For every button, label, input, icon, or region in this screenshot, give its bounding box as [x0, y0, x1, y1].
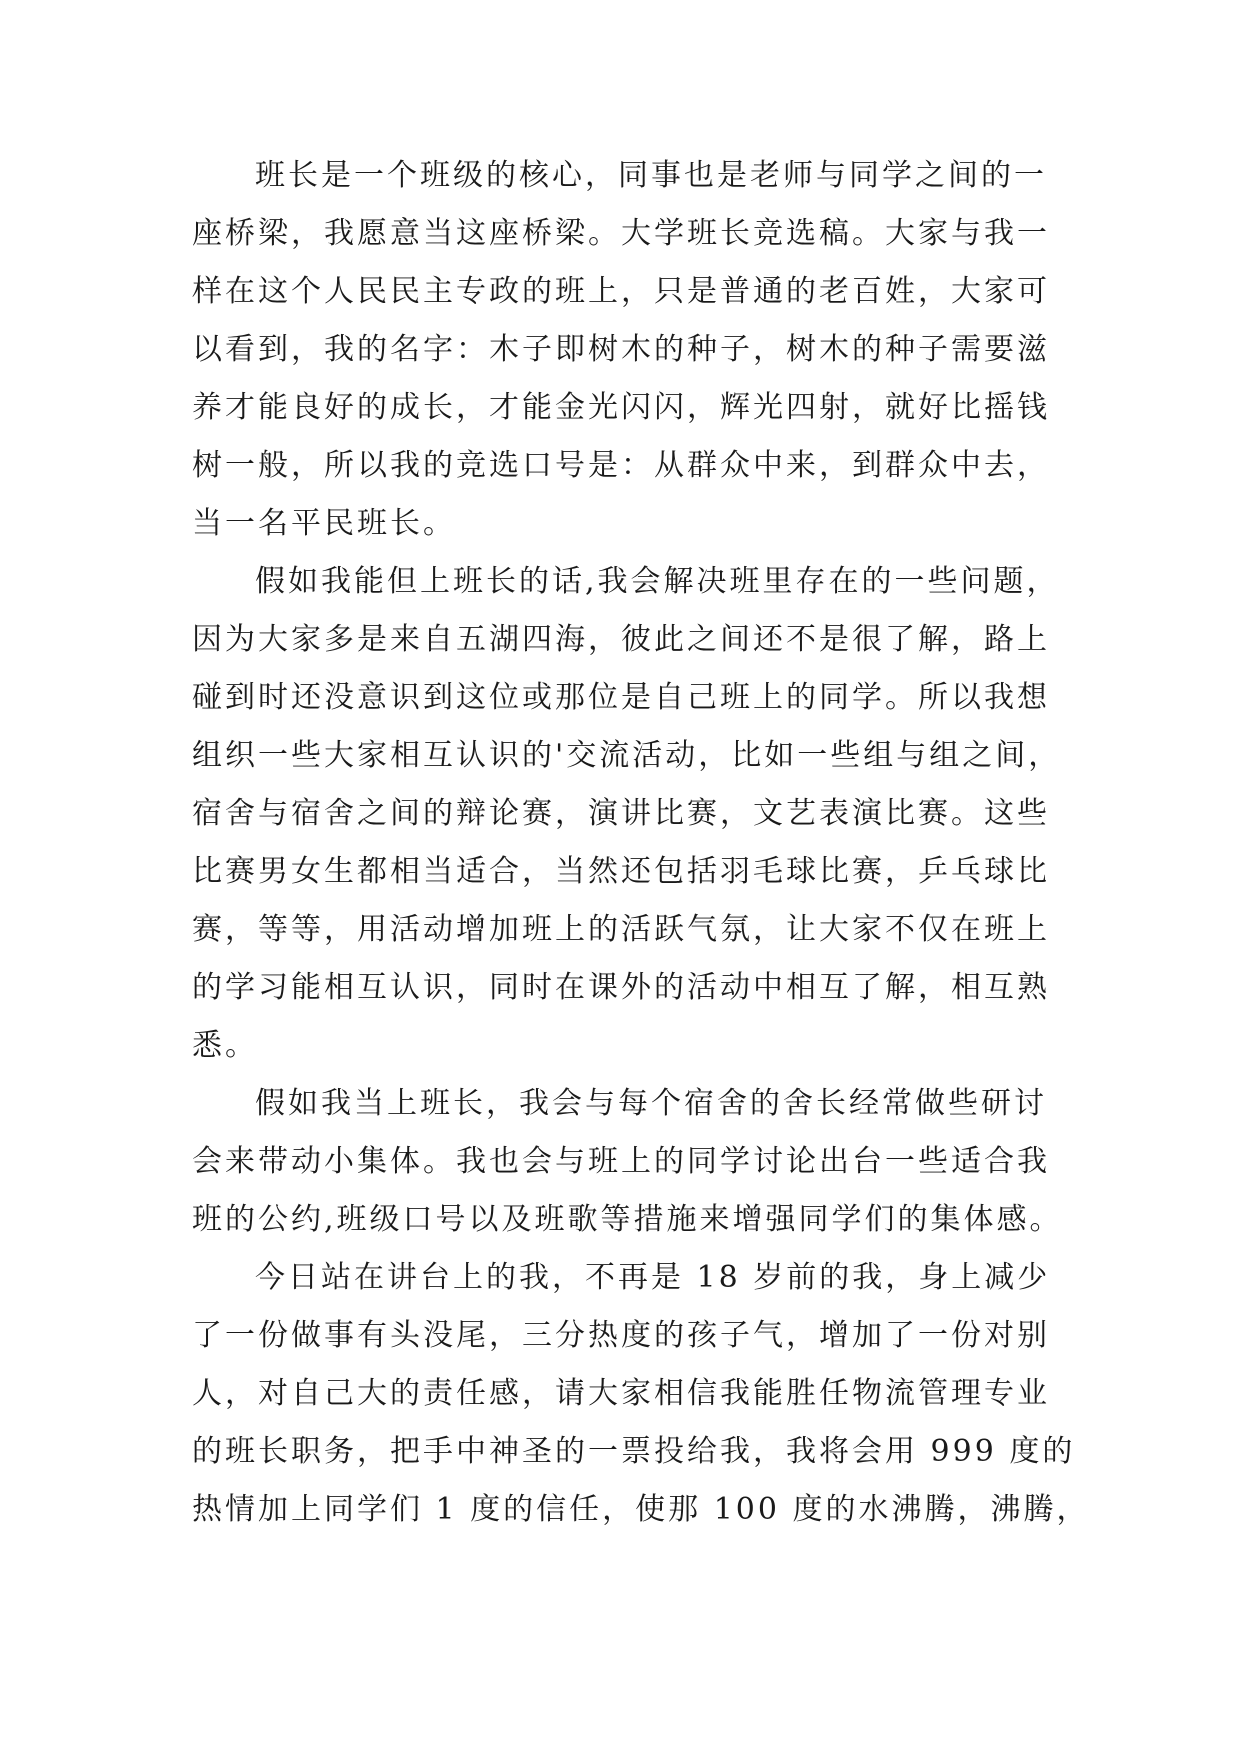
- text-line: 热情加上同学们 1 度的信任，使那 100 度的水沸腾，沸腾，: [192, 1492, 1090, 1527]
- text-line: 假如我能但上班长的话,我会解决班里存在的一些问题，: [255, 564, 1060, 599]
- text-line: 班长是一个班级的核心，同事也是老师与同学之间的一: [255, 158, 1047, 193]
- paragraph: [192, 564, 1062, 1089]
- text-line: 班的公约,班级口号以及班歌等措施来增强同学们的集体感。: [192, 1202, 1063, 1237]
- text-line: 样在这个人民民主专政的班上，只是普通的老百姓，大家可: [192, 274, 1050, 309]
- text-line: 树一般，所以我的竞选口号是：从群众中来，到群众中去，: [192, 448, 1050, 483]
- text-line: 比赛男女生都相当适合，当然还包括羽毛球比赛，乒乓球比: [192, 854, 1050, 889]
- text-line: 座桥梁，我愿意当这座桥梁。大学班长竞选稿。大家与我一: [192, 216, 1050, 251]
- paragraph: [192, 158, 1056, 567]
- text-line: 以看到，我的名字：木子即树木的种子，树木的种子需要滋: [192, 332, 1050, 367]
- text-line: 养才能良好的成长，才能金光闪闪，辉光四射，就好比摇钱: [192, 390, 1050, 425]
- text-line: 假如我当上班长，我会与每个宿舍的舍长经常做些研讨: [255, 1086, 1047, 1121]
- text-line: 宿舍与宿舍之间的辩论赛，演讲比赛，文艺表演比赛。这些: [192, 796, 1050, 831]
- text-line: 碰到时还没意识到这位或那位是自己班上的同学。所以我想: [192, 680, 1050, 715]
- text-line: 会来带动小集体。我也会与班上的同学讨论出台一些适合我: [192, 1144, 1050, 1179]
- text-line: 赛，等等，用活动增加班上的活跃气氛，让大家不仅在班上: [192, 912, 1050, 947]
- text-line: 了一份做事有头没尾，三分热度的孩子气，增加了一份对别: [192, 1318, 1050, 1353]
- text-line: 悉。: [192, 1028, 258, 1063]
- text-line: 的学习能相互认识，同时在课外的活动中相互了解，相互熟: [192, 970, 1050, 1005]
- paragraph: [192, 1086, 1063, 1263]
- text-line: 因为大家多是来自五湖四海，彼此之间还不是很了解，路上: [192, 622, 1050, 657]
- text-line: 今日站在讲台上的我，不再是 18 岁前的我，身上减少: [255, 1260, 1051, 1295]
- text-line: 当一名平民班长。: [192, 506, 456, 541]
- text-line: 人，对自己大的责任感，请大家相信我能胜任物流管理专业: [192, 1376, 1050, 1411]
- text-line: 的班长职务，把手中神圣的一票投给我，我将会用 999 度的: [192, 1434, 1076, 1469]
- text-line: 组织一些大家相互认识的'交流活动，比如一些组与组之间，: [192, 738, 1062, 773]
- document-body: [192, 158, 1090, 1553]
- paragraph: [192, 1260, 1090, 1553]
